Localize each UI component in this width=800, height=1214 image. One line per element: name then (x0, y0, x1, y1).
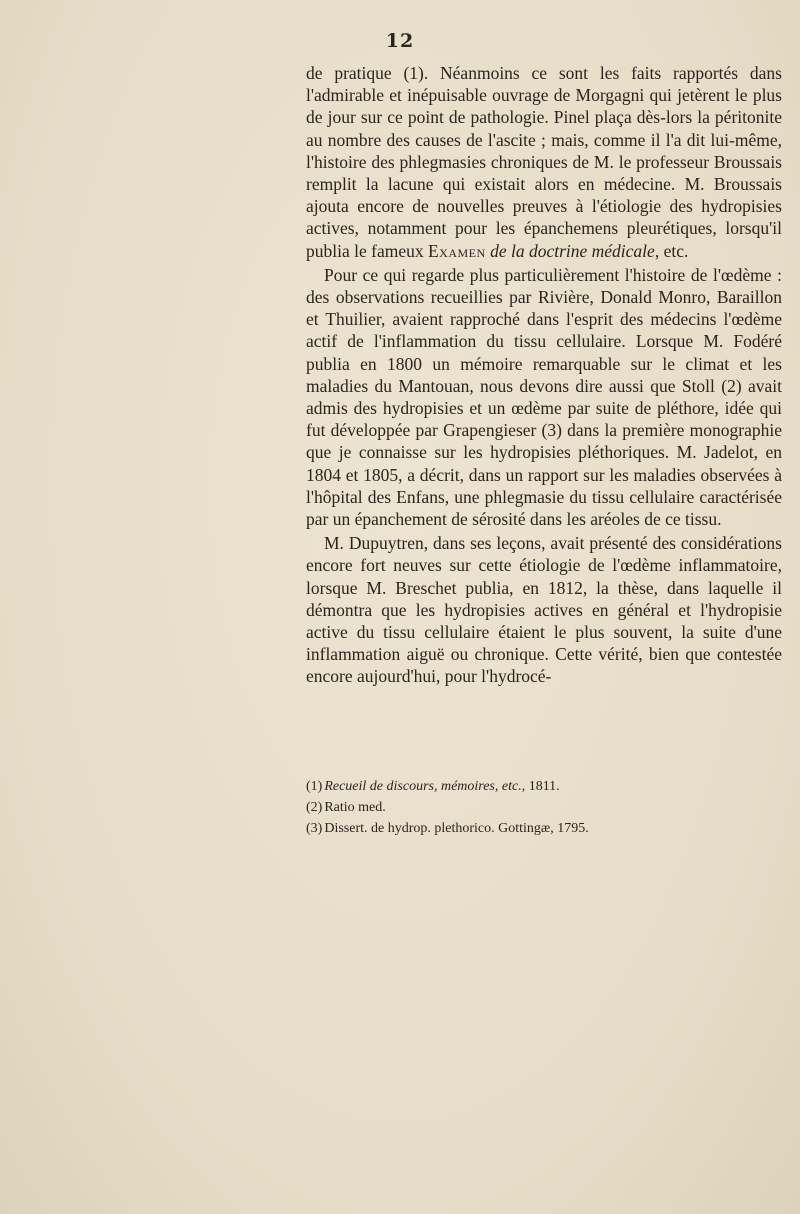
text-segment: Examen (427, 240, 486, 261)
footnote-mark: (2) (306, 800, 323, 815)
text-segment: M. Dupuytren, dans ses leçons, avait présenté des considérations encore fort neuves sur cette étiologie de l'œdème inflammatoire, lorsque M. Breschet publia, en 1812, la thèse, dans laquelle il démontra que les hydropisies actives en général et l'hydropisie active du tissu cellulaire étaient le plus souvent, la suite d'une inflammation aiguë ou chronique. Cette vérité, bien que contestée encore aujourd'hui, pour l'hydrocé- (306, 533, 782, 687)
text-segment: de pratique (1). Néanmoins ce sont les faits rapportés dans l'admirable et inépuisable ouvrage de Morgagni qui jetèrent le plus de jour sur ce point de pathologie. Pinel plaça dès-lors la péritonite au nombre des causes de l'ascite ; mais, comme il l'a dit lui-même, l'histoire des phlegmasies chroniques de M. le professeur Broussais remplit la lacune qui existait alors en médecine. M. Broussais ajouta encore de nouvelles preuves à l'étiologie des hydropisies actives, notamment pour les épanchemens pleurétiques, lorsqu'il publia le fameux (306, 63, 782, 261)
footnote-mark: (1) (306, 779, 323, 794)
page-number: 12 (385, 30, 415, 52)
footnotes (306, 776, 782, 839)
text-segment: , etc. (654, 240, 689, 261)
footnote-text: , 1811. (521, 779, 560, 794)
footnote-mark: (3) (306, 821, 323, 836)
footnote-text: Ratio med. (324, 800, 386, 815)
text-segment: Pour ce qui regarde plus particulièrement l'histoire de l'œdème : des observations recueillies par Rivière, Donald Monro, Baraillon et Thuilier, avaient rapproché dans l'esprit des médecins l'œdème actif de l'inflammation du tissu cellulaire. Lorsque M. Fodéré publia en 1800 un mémoire remarquable sur le climat et les maladies du Mantouan, nous devons dire aussi que Stoll (2) avait admis des hydropisies et un œdème par suite de pléthore, idée qui fut développée par Grapengieser (3) dans la première monographie que je connaisse sur les hydropisies pléthoriques. M. Jadelot, en 1804 et 1805, a décrit, dans un rapport sur les maladies observées à l'hôpital des Enfans, une phlegmasie du tissu cellulaire caractérisée par un épanchement de sérosité dans les aréoles de ce tissu. (306, 264, 782, 530)
text-segment: de la doctrine médicale (490, 240, 655, 261)
footnote-text: Dissert. de hydrop. plethorico. Gottingæ, 1795. (324, 821, 589, 836)
paragraph (306, 532, 782, 687)
body-text (306, 62, 782, 688)
footnote-text: Recueil de discours, mémoires, etc. (324, 779, 522, 794)
footnote (306, 818, 782, 839)
footnote (306, 776, 782, 797)
footnote (306, 797, 782, 818)
paragraph (306, 62, 782, 262)
paragraph (306, 264, 782, 530)
